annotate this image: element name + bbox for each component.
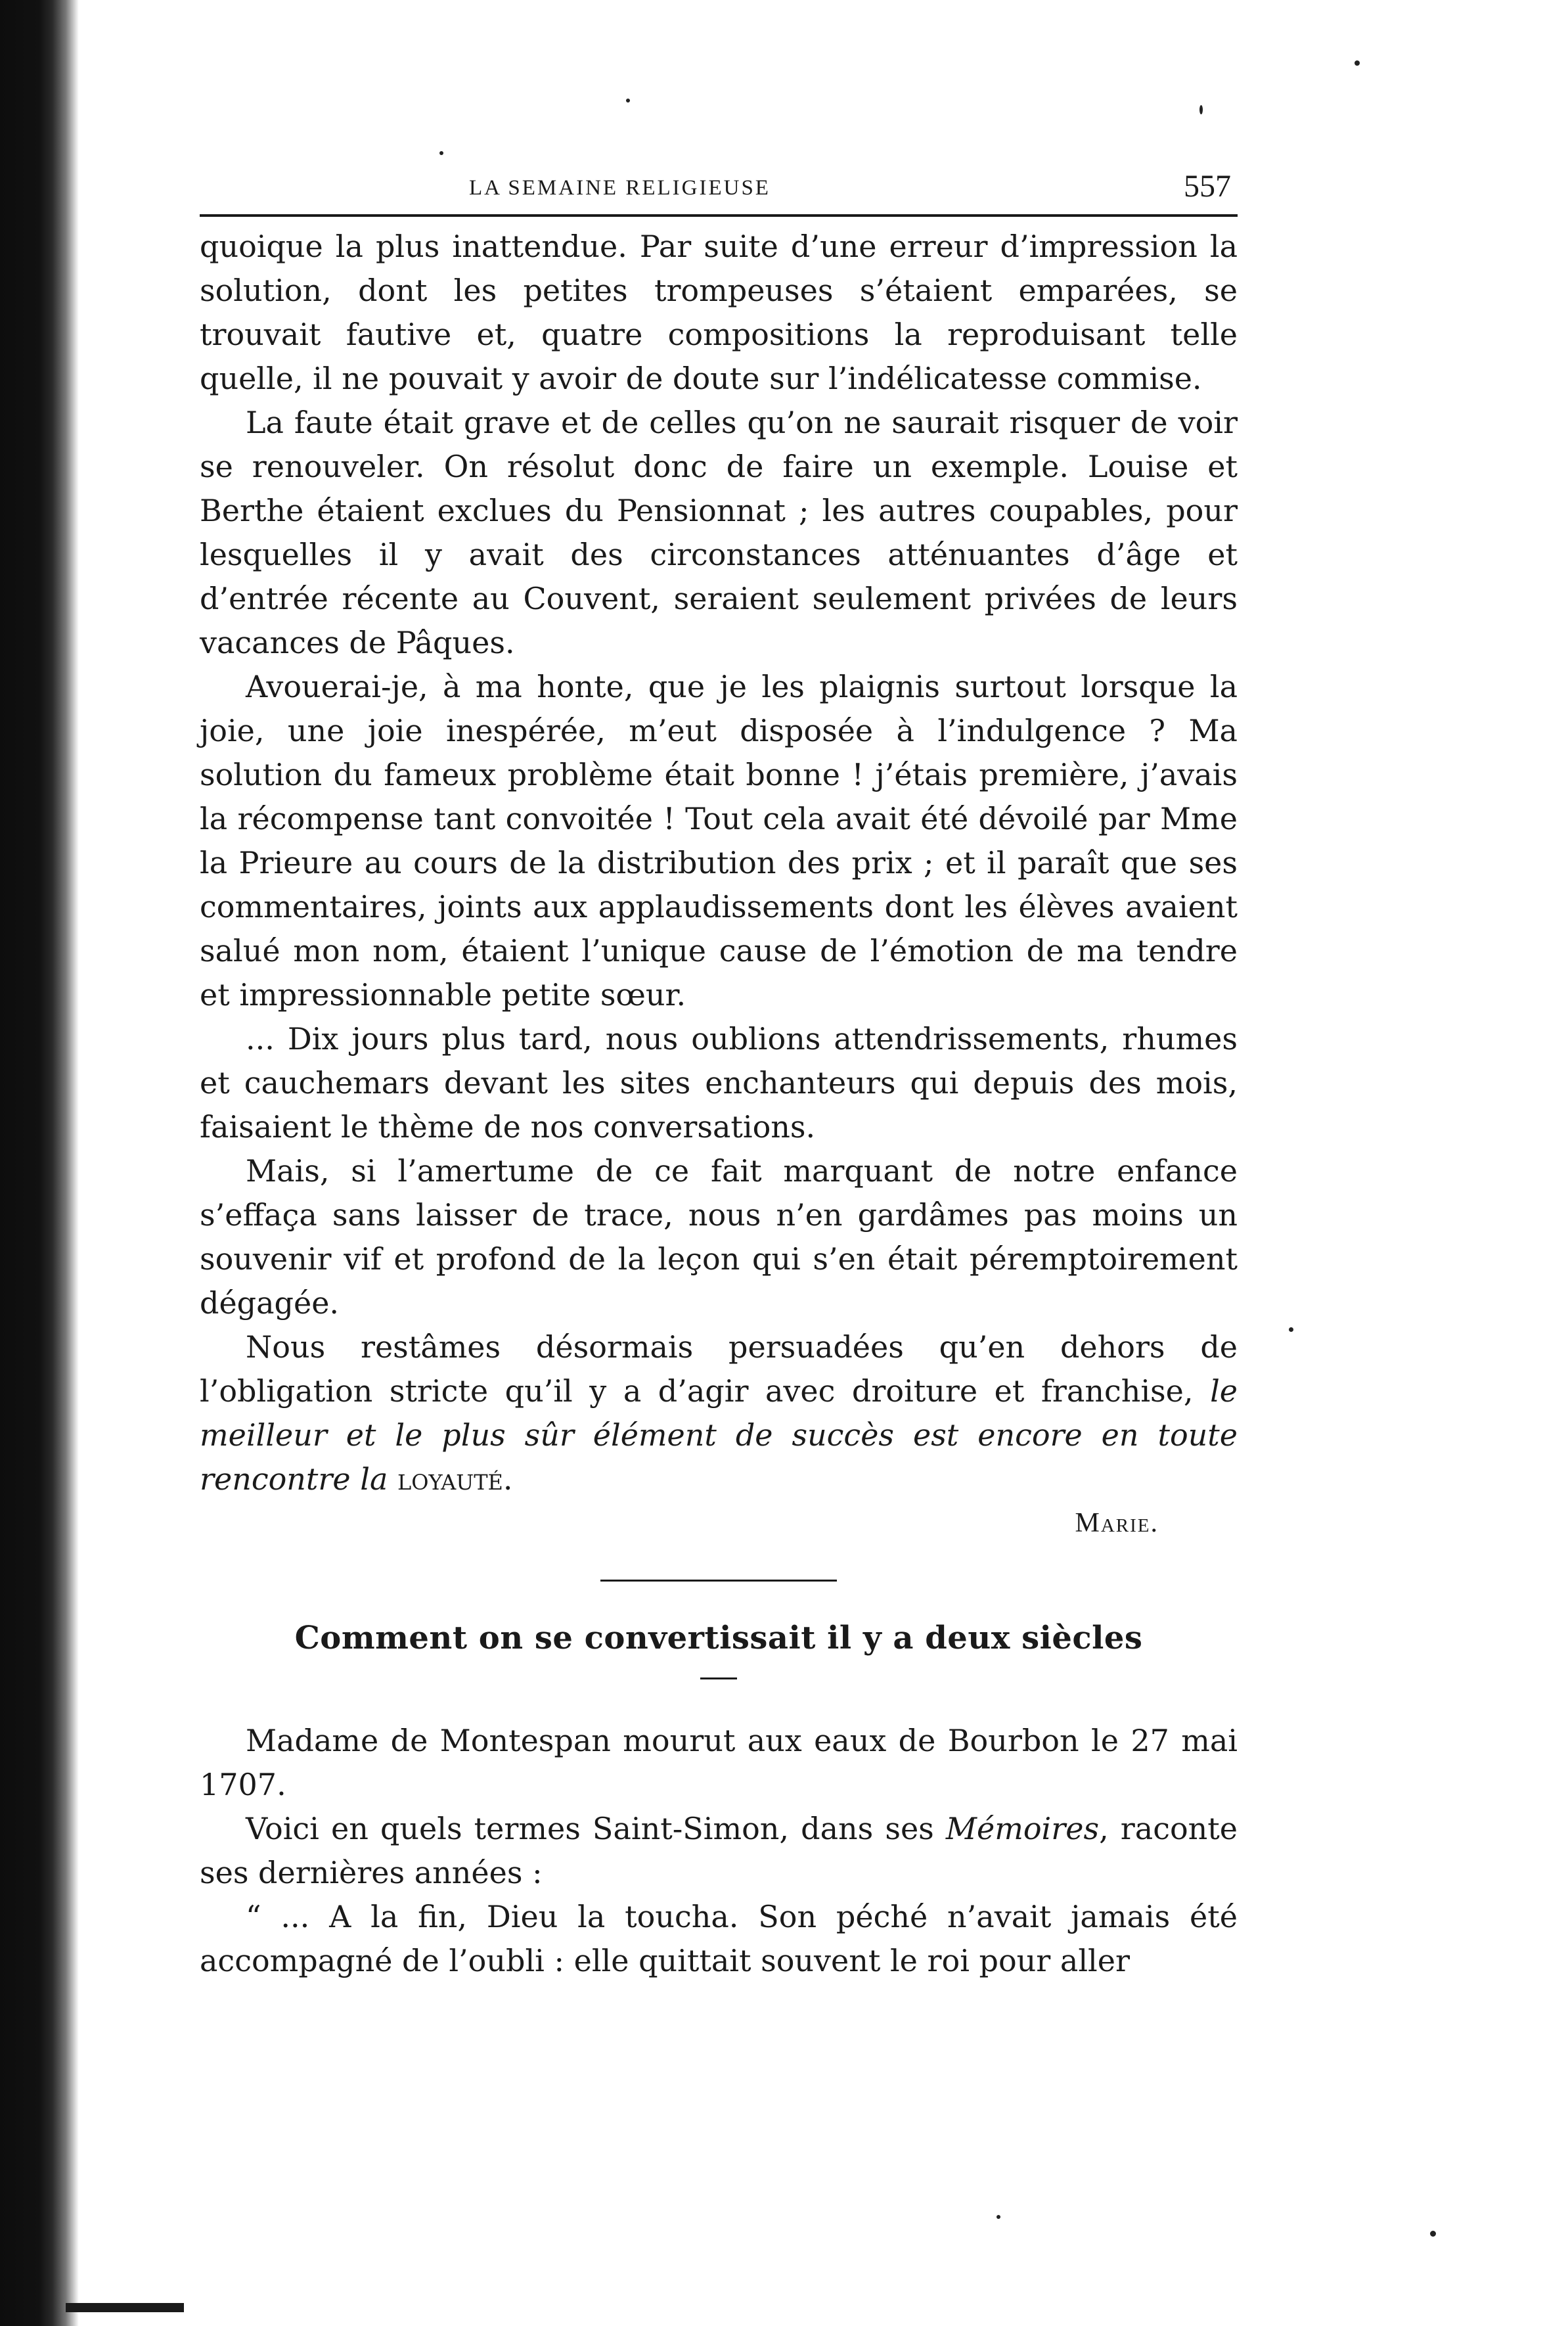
scan-speck bbox=[439, 151, 443, 155]
paragraph: quoique la plus inattendue. Par suite d’une erreur d’impression la solution, dont les petites trompeuses s’étaient emparées, se trouvait fautive et, quatre compositions la reproduisant telle quelle, il ne pouvait y avoir de doute sur l’indélicatesse commise. bbox=[200, 229, 1238, 396]
section-title: Comment on se convertissait il y a deux siècles bbox=[294, 1620, 1143, 1656]
binding-edge bbox=[0, 0, 79, 2326]
page-number: 557 bbox=[1184, 169, 1231, 204]
running-head bbox=[200, 164, 1238, 210]
title-dash bbox=[700, 1677, 737, 1679]
smallcaps-word: loyauté bbox=[397, 1461, 503, 1497]
signature bbox=[200, 1501, 1238, 1545]
paragraph: Mais, si l’amertume de ce fait marquant de notre enfance s’effaça sans laisser de trace, nous n’en gardâmes pas moins un souvenir vif et profond de la leçon qui s’en était péremptoirement dégagée. bbox=[200, 1153, 1238, 1321]
article-montespan bbox=[200, 1719, 1238, 1983]
paragraph: Madame de Montespan mourut aux eaux de Bourbon le 27 mai 1707. bbox=[200, 1723, 1238, 1802]
paragraph: ... Dix jours plus tard, nous oublions attendrissements, rhumes et cauchemars devant les sites enchanteurs qui depuis des mois, faisaient le thème de nos conversations. bbox=[200, 1021, 1238, 1145]
running-title: LA SEMAINE RELIGIEUSE bbox=[469, 176, 771, 200]
paragraph-text: Nous restâmes désormais persuadées qu’en dehors de l’obligation stricte qu’il y a d’agir avec droiture et franchise, bbox=[200, 1329, 1238, 1409]
article-loyaute bbox=[200, 225, 1238, 1545]
paragraph-text: Voici en quels termes Saint-Simon, dans ses bbox=[246, 1811, 946, 1846]
scan-speck bbox=[997, 2215, 1000, 2219]
paragraph-conclusion bbox=[200, 1325, 1238, 1501]
scan-speck bbox=[1199, 105, 1203, 114]
book-title: Mémoires bbox=[945, 1811, 1100, 1846]
paragraph-italic-text: le meilleur et le plus sûr élément de succès est encore en toute rencontre la bbox=[200, 1373, 1238, 1497]
signature-text: Marie. bbox=[1075, 1508, 1159, 1538]
header-rule bbox=[200, 214, 1238, 217]
section-divider bbox=[600, 1580, 837, 1582]
scan-edge-bottom bbox=[66, 2303, 184, 2312]
scan-speck bbox=[1430, 2231, 1436, 2237]
paragraph: Avouerai-je, à ma honte, que je les plaignis surtout lorsque la joie, une joie inespérée, m’eut disposée à l’indulgence ? Ma solution du fameux problème était bonne ! j’étais première, j’avais la récompense tant convoitée ! Tout cela avait été dévoilé par Mme la Prieure au cours de la distribution des prix ; et il paraît que ses commentaires, joints aux applaudissements dont les élèves avaient salué mon nom, étaient l’unique cause de l’émotion de ma tendre et impressionnable petite sœur. bbox=[200, 669, 1238, 1013]
scan-speck bbox=[1355, 60, 1360, 66]
quotation: “ ... A la fin, Dieu la toucha. Son péché n’avait jamais été accompagné de l’oubli : elle quittait souvent le roi pour aller bbox=[200, 1899, 1238, 1978]
paragraph bbox=[200, 1807, 1238, 1895]
paragraph-text: , raconte ses dernières années : bbox=[200, 1811, 1238, 1890]
page bbox=[200, 164, 1238, 1983]
scan-speck bbox=[1289, 1327, 1293, 1332]
scan-speck bbox=[626, 99, 630, 103]
paragraph: La faute était grave et de celles qu’on ne saurait risquer de voir se renouveler. On résolut donc de faire un exemple. Louise et Berthe étaient exclues du Pensionnat ; les autres coupables, pour lesquelles il y avait des circonstances atténuantes d’âge et d’entrée récente au Couvent, seraient seulement privées de leurs vacances de Pâques. bbox=[200, 405, 1238, 660]
paragraph-end: . bbox=[503, 1461, 513, 1497]
